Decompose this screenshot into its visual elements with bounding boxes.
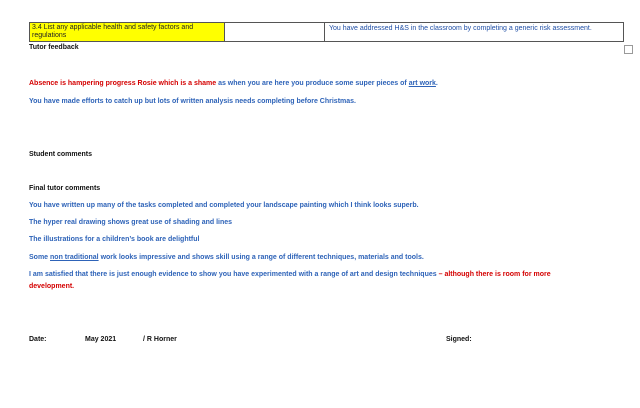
feedback-line-1-red: Absence is hampering progress Rosie which is a shame	[29, 80, 217, 87]
final-line-4-end: work looks impressive and shows skill using a range of different techniques, materials and tools.	[98, 254, 424, 261]
final-line-5-red: – although there is room for more	[436, 271, 551, 278]
final-line-4	[29, 254, 424, 261]
date-value: May 2021	[85, 336, 117, 343]
final-line-5	[29, 271, 551, 278]
final-line-5-blue: I am satisfied that there is just enough evidence to show you have experimented with a range of art and design techniques	[29, 271, 437, 278]
final-line-1: You have written up many of the tasks completed and completed your landscape painting which I think looks superb.	[29, 202, 419, 209]
feedback-line-1-blue: as when you are here you produce some super pieces of	[216, 80, 409, 87]
criterion-text: 3.4 List any applicable health and safety factors and regulations	[32, 24, 194, 39]
evidence-text: You have addressed H&S in the classroom by completing a generic risk assessment.	[329, 25, 592, 32]
non-traditional-link[interactable]: non traditional	[50, 254, 99, 261]
final-comments-heading: Final tutor comments	[29, 185, 101, 192]
criteria-cell-criterion[interactable]	[30, 23, 225, 41]
art-work-link[interactable]: art work	[408, 80, 436, 87]
final-line-6: development.	[29, 283, 75, 290]
student-comments-heading: Student comments	[29, 151, 93, 158]
criteria-cell-empty[interactable]	[225, 23, 325, 41]
feedback-line-2: You have made efforts to catch up but lots of written analysis needs completing before Christmas.	[29, 98, 356, 105]
feedback-line-1	[29, 80, 438, 87]
signed-label: Signed:	[446, 336, 472, 343]
final-line-3: The illustrations for a children’s book are delightful	[29, 236, 200, 243]
criteria-table	[29, 22, 624, 42]
criteria-cell-evidence[interactable]	[325, 23, 623, 41]
checkbox[interactable]	[624, 45, 633, 54]
date-label: Date:	[29, 336, 47, 343]
feedback-line-1-end: .	[435, 80, 438, 87]
assessor-name: / R Horner	[143, 336, 177, 343]
tutor-feedback-heading: Tutor feedback	[29, 44, 79, 51]
final-line-4-start: Some	[29, 254, 51, 261]
final-line-2: The hyper real drawing shows great use of shading and lines	[29, 219, 233, 226]
